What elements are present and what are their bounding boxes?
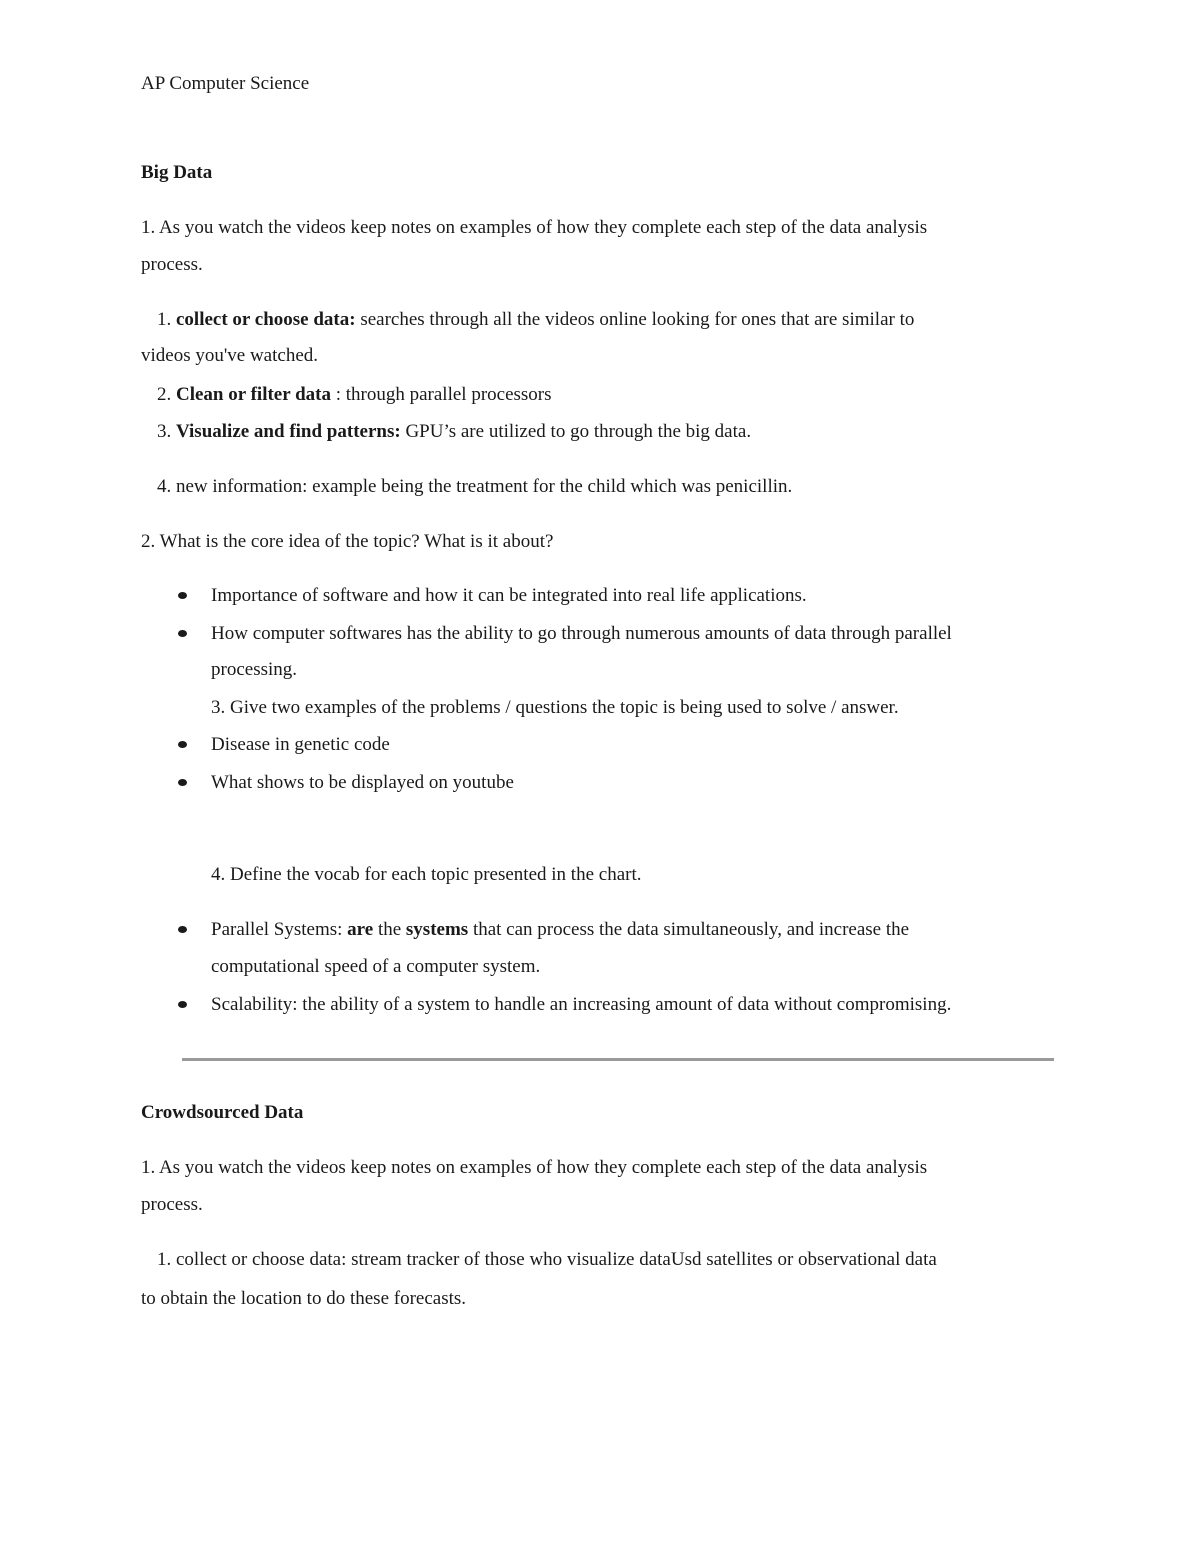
bd-step-3 <box>157 420 751 444</box>
vocab-emphasis: are <box>347 919 374 940</box>
bd-question-3: 3. Give two examples of the problems / questions the topic is being used to solve / answer. <box>211 697 899 718</box>
cs-step-1-continued: to obtain the location to do these forecasts. <box>141 1288 467 1309</box>
bd-step-2-number: 2. <box>157 384 172 405</box>
bullet-icon <box>178 630 187 637</box>
core-idea-1: Importance of software and how it can be integrated into real life applications. <box>211 585 807 606</box>
bd-question-4: 4. Define the vocab for each topic presented in the chart. <box>211 864 642 885</box>
section-title-crowdsourced-data: Crowdsourced Data <box>141 1102 304 1123</box>
core-idea-2-continued: processing. <box>211 659 298 680</box>
bd-step-3-number: 3. <box>157 421 172 442</box>
bullet-icon <box>178 741 187 748</box>
example-2: What shows to be displayed on youtube <box>211 772 514 793</box>
bd-step-3-text: GPU’s are utilized to go through the big data. <box>400 421 752 442</box>
core-idea-2: How computer softwares has the ability to go through numerous amounts of data through parallel <box>211 623 952 644</box>
example-1: Disease in genetic code <box>211 734 390 755</box>
bullet-icon <box>178 1001 187 1008</box>
vocab-emphasis: systems <box>405 919 469 940</box>
bullet-icon <box>178 779 187 786</box>
cs-question-1-line-2: process. <box>141 1194 203 1215</box>
bd-step-3-label: Visualize and find patterns: <box>176 421 401 442</box>
bd-step-1-label: collect or choose data: <box>176 309 356 330</box>
cs-step-1: 1. collect or choose data: stream tracker of those who visualize dataUsd satellites or observational data <box>157 1249 937 1270</box>
bd-step-1-text: searches through all the videos online looking for ones that are similar to <box>355 309 915 330</box>
vocab-text: that can process the data simultaneously, and increase the <box>468 919 910 940</box>
vocab-parallel-systems-continued: computational speed of a computer system. <box>211 956 541 977</box>
vocab-parallel-systems <box>211 918 909 942</box>
bd-step-1 <box>157 308 914 332</box>
bullet-icon <box>178 592 187 599</box>
bd-step-2 <box>157 383 552 407</box>
course-header: AP Computer Science <box>141 73 310 94</box>
section-title-big-data: Big Data <box>141 162 213 183</box>
bd-step-2-label: Clean or filter data <box>176 384 331 405</box>
bd-question-1-line-2: process. <box>141 254 203 275</box>
bd-step-4: 4. new information: example being the treatment for the child which was penicillin. <box>157 476 793 497</box>
vocab-scalability: Scalability: the ability of a system to handle an increasing amount of data without compromising. <box>211 994 952 1015</box>
bd-step-2-text: : through parallel processors <box>330 384 552 405</box>
horizontal-divider <box>182 1058 1054 1061</box>
cs-question-1-line-1: 1. As you watch the videos keep notes on examples of how they complete each step of the data analysis <box>141 1157 928 1178</box>
vocab-text: the <box>373 919 406 940</box>
bd-step-1-continued: videos you've watched. <box>141 345 319 366</box>
vocab-term: Parallel Systems: <box>211 919 348 940</box>
bullet-icon <box>178 926 187 933</box>
bd-step-1-number: 1. <box>157 309 172 330</box>
bd-question-2: 2. What is the core idea of the topic? What is it about? <box>141 531 554 552</box>
bd-question-1-line-1: 1. As you watch the videos keep notes on examples of how they complete each step of the data analysis <box>141 217 928 238</box>
